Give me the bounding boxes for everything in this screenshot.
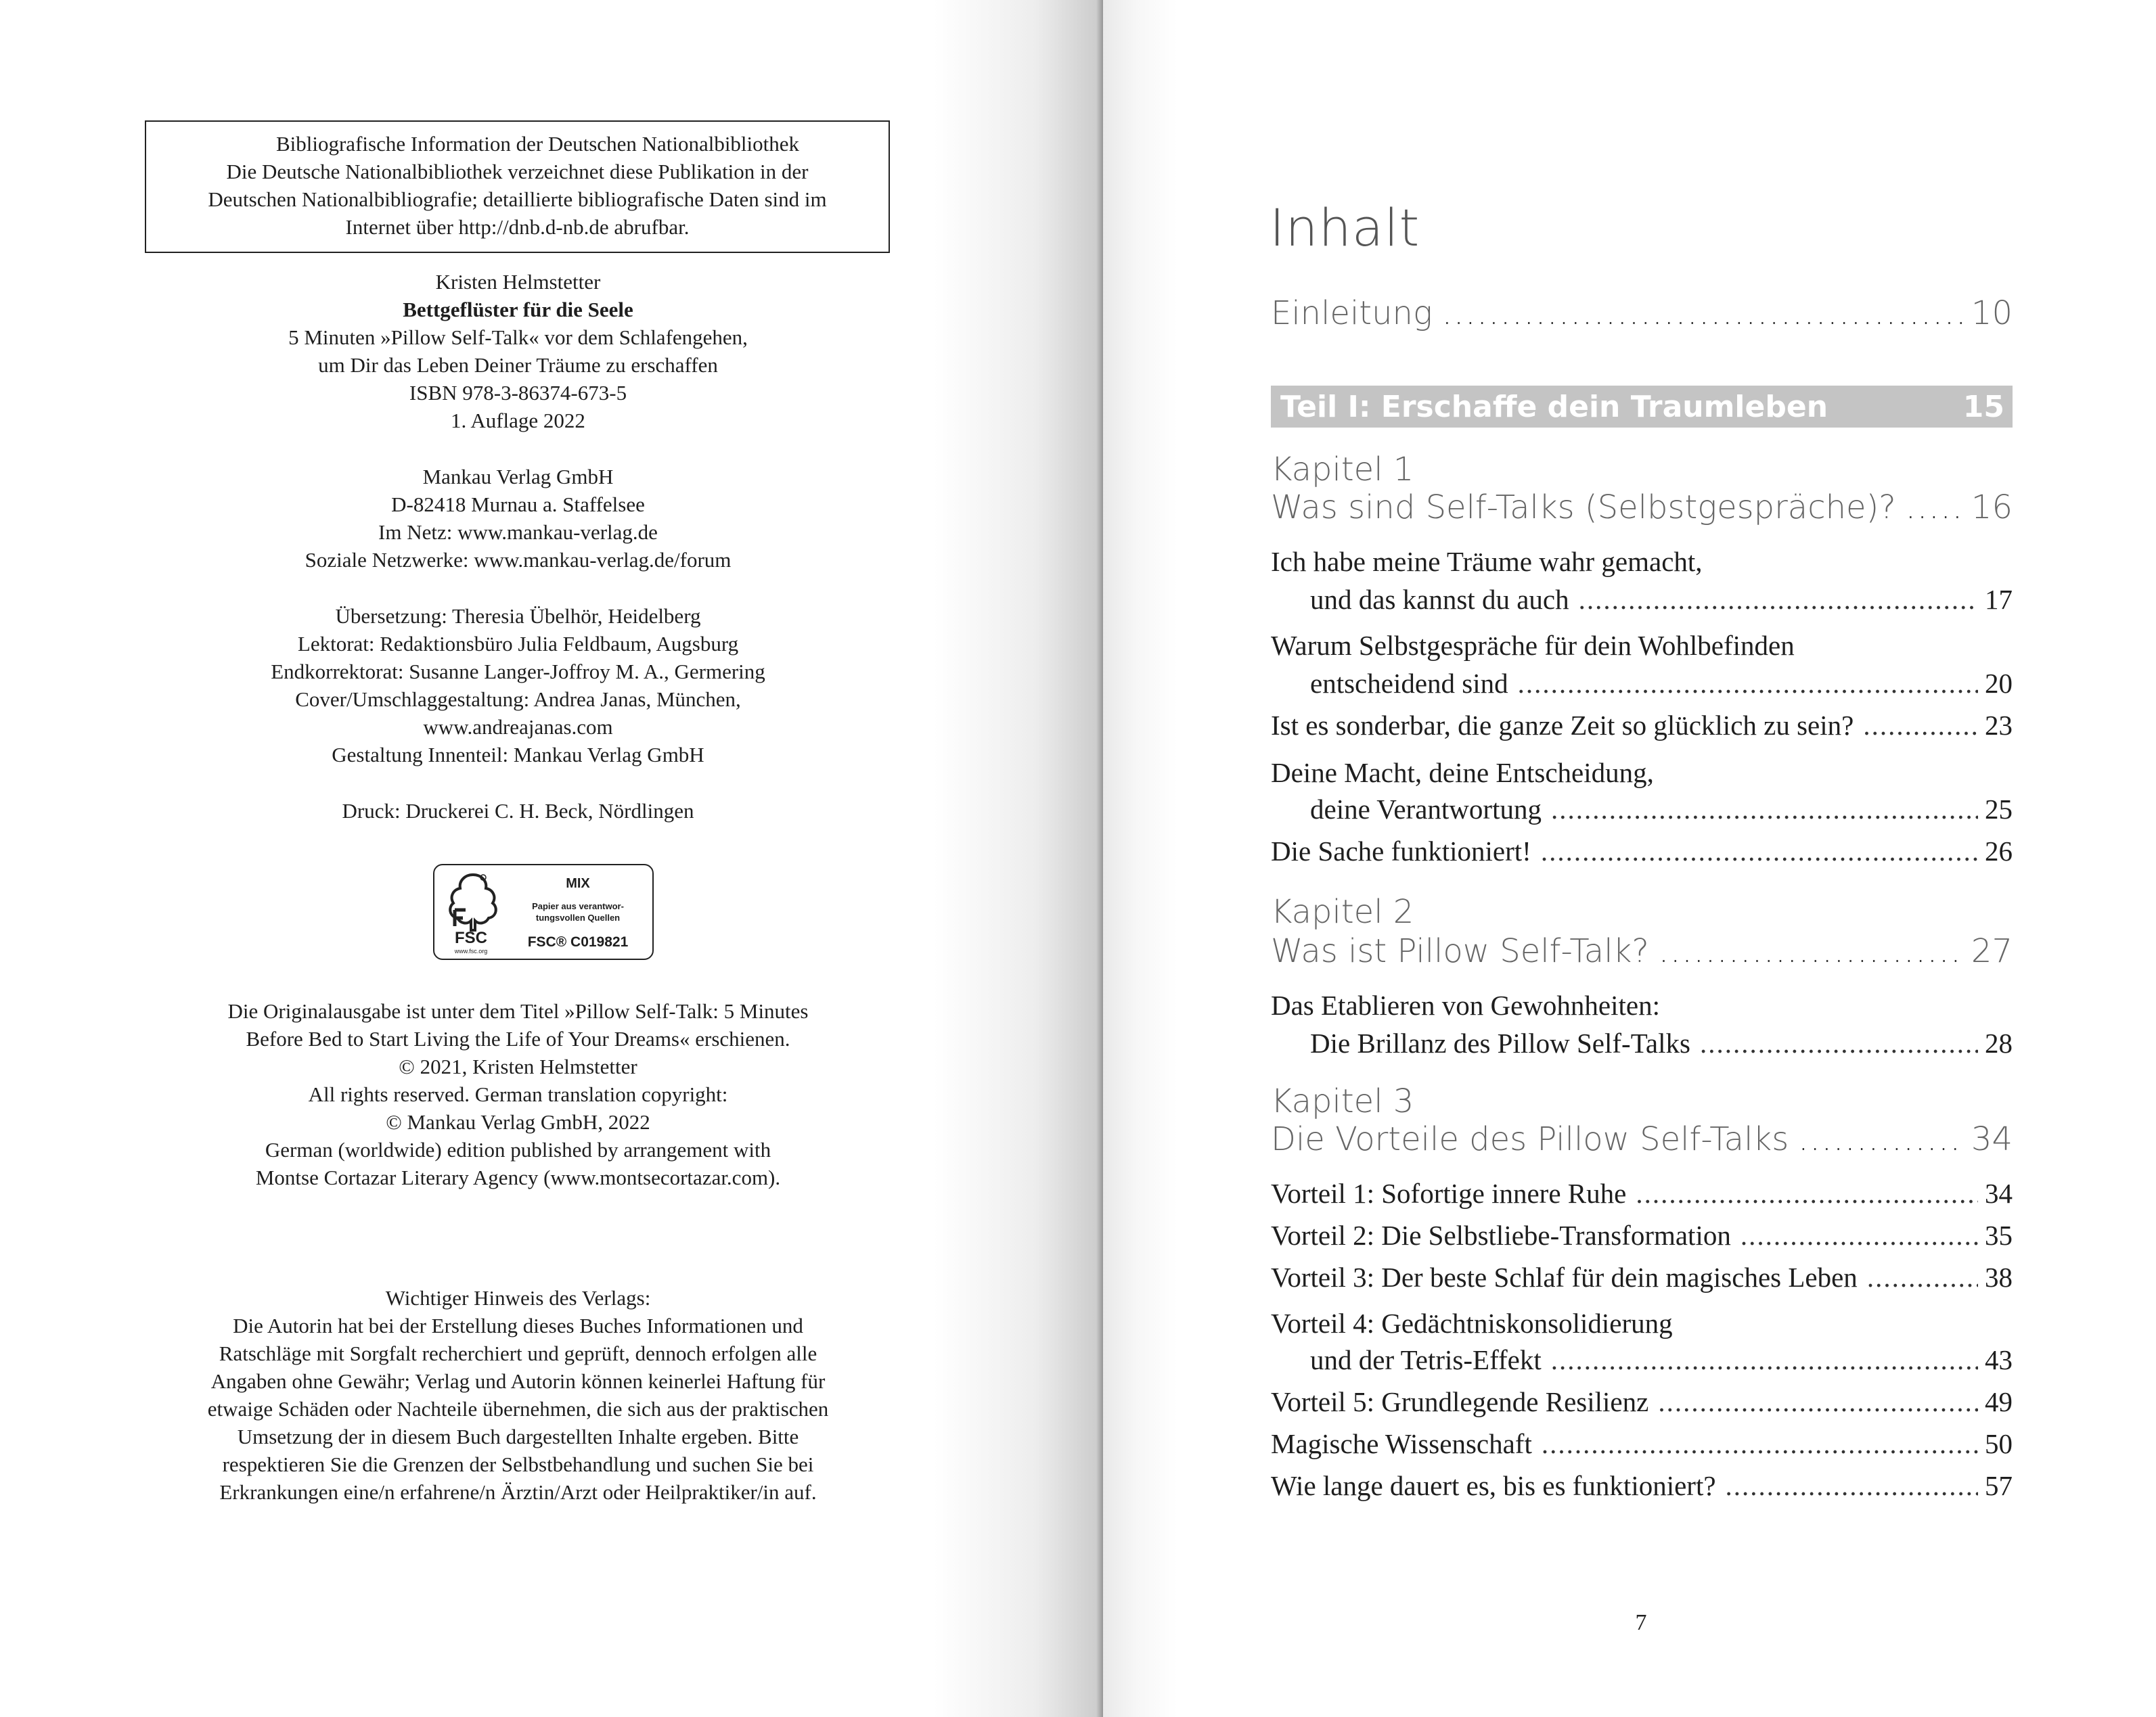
toc-page-number: 34: [1971, 1120, 2013, 1158]
credit-line: Übersetzung: Theresia Übelhör, Heidelberg: [335, 604, 701, 628]
credit-line: Gestaltung Innenteil: Mankau Verlag GmbH: [332, 743, 704, 766]
toc-page-number: 50: [1985, 1428, 2013, 1459]
toc-page-number: 49: [1985, 1386, 2013, 1417]
book-author: Kristen Helmstetter: [435, 270, 601, 294]
toc-entry-label: Was sind Self-Talks (Selbstgespräche)?: [1271, 488, 1896, 526]
biblio-line: Deutschen Nationalbibliografie; detaillierte bibliografische Daten sind im: [208, 187, 827, 211]
toc-entry-label: entscheidend sind: [1310, 668, 1508, 699]
toc-chapter-title: [1271, 932, 2013, 973]
fsc-label: FSC: [455, 929, 487, 947]
biblio-line: Bibliografische Information der Deutschen Nationalbibliothek: [275, 132, 800, 156]
publisher-line: Soziale Netzwerke: www.mankau-verlag.de/forum: [305, 548, 732, 572]
chapter-number: Kapitel 2: [1271, 893, 1414, 931]
dot-leader: [1636, 1177, 1978, 1210]
toc-entry-label: Was ist Pillow Self-Talk?: [1271, 932, 1649, 970]
dot-leader: [1906, 488, 1964, 526]
publisher-line: Mankau Verlag GmbH: [422, 465, 614, 488]
chapter-number: Kapitel 1: [1271, 451, 1414, 488]
toc-entry-label: Wie lange dauert es, bis es funktioniert?: [1271, 1470, 1716, 1501]
publisher-notice-heading: Wichtiger Hinweis des Verlags:: [385, 1286, 651, 1310]
fsc-paper-text: Papier aus verantwor-tungsvollen Quellen: [532, 901, 624, 923]
publisher-notice-line: Die Autorin hat bei der Erstellung dieses Buches Informationen und: [233, 1314, 803, 1337]
credit-line: Cover/Umschlaggestaltung: Andrea Janas, München,: [295, 687, 741, 711]
toc-entry-label: Magische Wissenschaft: [1271, 1428, 1532, 1459]
dot-leader: [1867, 1261, 1978, 1294]
publisher-notice-line: etwaige Schäden oder Nachteile übernehmen, die sich aus der praktischen: [207, 1397, 829, 1421]
toc-entry: [1271, 1219, 2013, 1260]
toc-entry: [1310, 1344, 2013, 1384]
publisher-notice-line: respektieren Sie die Grenzen der Selbstbehandlung und suchen Sie bei: [222, 1452, 814, 1476]
toc-entry-line: Ich habe meine Träume wahr gemacht,: [1271, 546, 1703, 577]
book-gutter-shadow: [934, 0, 1103, 1717]
toc-entry-label: Vorteil 3: Der beste Schlaf für dein magisches Leben: [1271, 1262, 1858, 1293]
original-edition-line: Montse Cortazar Literary Agency (www.montsecortazar.com).: [255, 1166, 781, 1189]
toc-page-number: 35: [1985, 1220, 2013, 1251]
toc-entry: [1271, 1261, 2013, 1302]
print-line: Druck: Druckerei C. H. Beck, Nördlingen: [342, 799, 694, 823]
toc-page-number: 57: [1985, 1470, 2013, 1501]
toc-entry-intro: [1271, 294, 2013, 335]
toc-page-number: 34: [1985, 1178, 2013, 1209]
publisher-notice-line: Angaben ohne Gewähr; Verlag und Autorin können keinerlei Haftung für: [210, 1369, 826, 1393]
toc-entry: [1310, 583, 2013, 624]
publisher-line: Im Netz: www.mankau-verlag.de: [378, 520, 658, 544]
toc-entry: [1310, 1027, 2013, 1068]
toc-page-number: 23: [1985, 710, 2013, 741]
toc-entry-label: Vorteil 2: Die Selbstliebe-Transformation: [1271, 1220, 1731, 1251]
toc-entry-label: Die Vorteile des Pillow Self-Talks: [1271, 1120, 1789, 1158]
book-subtitle: um Dir das Leben Deiner Träume zu erschaffen: [318, 353, 718, 377]
original-edition-line: Die Originalausgabe ist unter dem Titel »Pillow Self-Talk: 5 Minutes: [227, 999, 809, 1023]
toc-entry: [1271, 835, 2013, 875]
toc-entry: [1271, 709, 2013, 750]
original-edition-line: Before Bed to Start Living the Life of Your Dreams« erschienen.: [246, 1027, 790, 1051]
credit-line: www.andreajanas.com: [423, 715, 613, 739]
toc-entry-label: deine Verantwortung: [1310, 794, 1542, 825]
toc-page-number: 17: [1985, 584, 2013, 615]
dot-leader: [1659, 932, 1964, 970]
dot-leader: [1726, 1469, 1978, 1502]
toc-entry-label: Die Sache funktioniert!: [1271, 835, 1531, 867]
toc-entry: [1310, 667, 2013, 708]
book-title: Bettgeflüster für die Seele: [403, 298, 633, 321]
edition: 1. Auflage 2022: [451, 409, 585, 432]
biblio-line: Internet über http://dnb.d-nb.de abrufbar.: [345, 215, 690, 239]
bibliographic-info-box: [145, 120, 890, 253]
credit-line: Endkorrektorat: Susanne Langer-Joffroy M. A., Germering: [271, 660, 765, 683]
original-edition-line: © 2021, Kristen Helmstetter: [399, 1055, 637, 1078]
toc-entry-label: und das kannst du auch: [1310, 584, 1569, 615]
toc-page-number: 26: [1985, 835, 2013, 867]
publisher-notice-line: Ratschläge mit Sorgfalt recherchiert und geprüft, dennoch erfolgen alle: [219, 1342, 817, 1365]
dot-leader: [1551, 793, 1978, 825]
dot-leader: [1658, 1386, 1978, 1418]
isbn: ISBN 978-3-86374-673-5: [409, 381, 627, 405]
toc-entry-line: Das Etablieren von Gewohnheiten:: [1271, 990, 1660, 1021]
fsc-code: FSC® C019821: [527, 934, 629, 950]
dot-leader: [1798, 1120, 1964, 1158]
imprint-page: [0, 0, 1002, 1717]
toc-entry-line: Vorteil 4: Gedächtniskonsolidierung: [1271, 1308, 1673, 1339]
toc-entry: [1271, 1386, 2013, 1426]
original-edition-line: All rights reserved. German translation copyright:: [308, 1082, 728, 1106]
fsc-url: www.fsc.org: [454, 948, 488, 955]
toc-page-number: 28: [1985, 1028, 2013, 1059]
toc-entry: [1310, 793, 2013, 833]
publisher-line: D-82418 Murnau a. Staffelsee: [391, 493, 645, 516]
dot-leader: [1551, 1344, 1978, 1376]
dot-leader: [1442, 294, 1964, 332]
toc-entry-label: Vorteil 1: Sofortige innere Ruhe: [1271, 1178, 1627, 1209]
toc-part-heading: [1271, 386, 2013, 428]
toc-entry-label: Vorteil 5: Grundlegende Resilienz: [1271, 1386, 1649, 1417]
toc-entry: [1271, 1177, 2013, 1218]
original-edition-line: German (worldwide) edition published by arrangement with: [265, 1138, 771, 1162]
dot-leader: [1518, 667, 1978, 700]
part-page-number: 15: [1962, 389, 2004, 424]
toc-entry-label: Einleitung: [1271, 294, 1433, 332]
fsc-logo: [433, 864, 654, 960]
credit-line: Lektorat: Redaktionsbüro Julia Feldbaum, Augsburg: [297, 632, 739, 656]
dot-leader: [1541, 835, 1978, 867]
toc-entry-label: und der Tetris-Effekt: [1310, 1344, 1542, 1375]
toc-entry-label: Die Brillanz des Pillow Self-Talks: [1310, 1028, 1690, 1059]
toc-page-number: 20: [1985, 668, 2013, 699]
dot-leader: [1579, 583, 1978, 616]
toc-page-number: 38: [1985, 1262, 2013, 1293]
dot-leader: [1740, 1219, 1978, 1252]
toc-entry: [1271, 1469, 2013, 1510]
toc-chapter-title: [1271, 488, 2013, 529]
publisher-notice-line: Umsetzung der in diesem Buch dargestellten Inhalte ergeben. Bitte: [237, 1425, 799, 1448]
dot-leader: [1863, 709, 1978, 741]
biblio-line: Die Deutsche Nationalbibliothek verzeichnet diese Publikation in der: [226, 160, 809, 183]
toc-chapter-title: [1271, 1120, 2013, 1161]
dot-leader: [1542, 1427, 1978, 1460]
publisher-notice-line: Erkrankungen eine/n erfahrene/n Ärztin/Arzt oder Heilpraktiker/in auf.: [219, 1480, 817, 1504]
original-edition-line: © Mankau Verlag GmbH, 2022: [386, 1110, 650, 1134]
page-number: 7: [1635, 1610, 1647, 1635]
book-subtitle: 5 Minuten »Pillow Self-Talk« vor dem Schlafengehen,: [288, 325, 748, 349]
toc-page-number: 16: [1971, 488, 2013, 526]
dot-leader: [1700, 1027, 1978, 1059]
toc-entry: [1271, 1427, 2013, 1468]
toc-page-number: 25: [1985, 794, 2013, 825]
part-label: Teil I: Erschaffe dein Traumleben: [1280, 389, 1828, 424]
toc-entry-line: Warum Selbstgespräche für dein Wohlbefinden: [1271, 630, 1795, 661]
toc-entry-label: Ist es sonderbar, die ganze Zeit so glücklich zu sein?: [1271, 710, 1854, 741]
chapter-number: Kapitel 3: [1271, 1082, 1414, 1120]
fsc-mix-label: MIX: [566, 876, 590, 891]
toc-page-number: 27: [1971, 932, 2013, 970]
toc-title: Inhalt: [1270, 198, 1420, 258]
toc-page-number: 10: [1971, 294, 2013, 332]
toc-page-number: 43: [1985, 1344, 2013, 1375]
toc-entry-line: Deine Macht, deine Entscheidung,: [1271, 757, 1654, 788]
